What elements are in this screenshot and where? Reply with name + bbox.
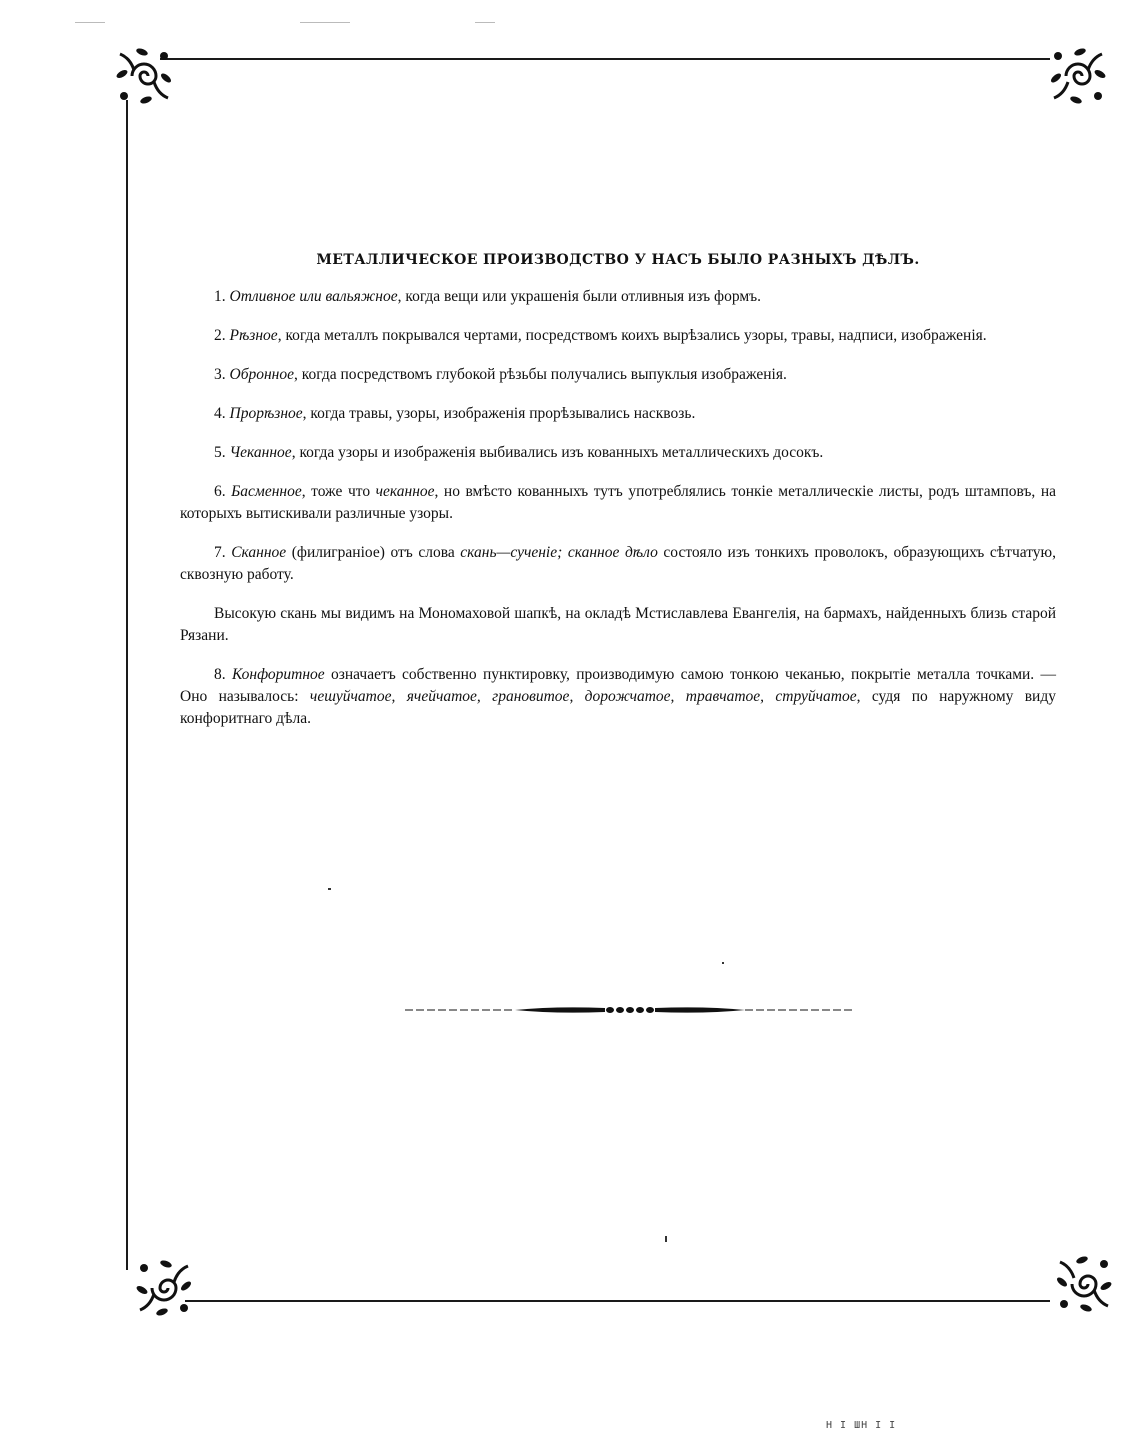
item-term: Сканное <box>231 544 287 561</box>
list-item: 4. Прорѣзное, когда травы, узоры, изображенія прорѣзывались насквозь. <box>214 405 696 422</box>
item-term: чеканное <box>375 483 435 500</box>
scan-speck <box>475 22 495 23</box>
item-term: Прорѣзное <box>229 405 303 422</box>
list-item: 5. Чеканное, когда узоры и изображенія выбивались изъ кованныхъ металлическихъ досокъ. <box>214 444 824 461</box>
item-term: Конфоритное <box>231 666 325 683</box>
item-term: Басменное <box>231 483 302 500</box>
item-term: сканное дѣло <box>567 544 658 561</box>
frame-top-line <box>160 58 1050 60</box>
item-term: скань—сученіе; <box>460 544 563 561</box>
paragraph: Высокую скань мы видимъ на Мономаховой шапкѣ, на окладѣ Мстиславлева Евангелія, на бармахъ, найденныхъ близь старой Рязани. <box>180 605 1056 644</box>
corner-flourish-bottom-right-icon <box>1052 1252 1116 1316</box>
item-term: Отливное или вальяжное <box>229 288 398 305</box>
item-term: Обронное <box>229 366 294 383</box>
footer-mark: Н I ШН I I <box>826 1420 897 1431</box>
item-term: Чеканное <box>229 444 292 461</box>
page-title: МЕТАЛЛИЧЕСКОЕ ПРОИЗВОДСТВО У НАСЪ БЫЛО РАЗНЫХЪ ДѢЛЪ. <box>316 252 920 268</box>
list-item: 8. Конфоритное означаетъ собственно пунктировку, производимую самою тонкою чеканью, покрытіе металла точками. — Оно называлось: чешуйчатое, ячейчатое, грановитое, дорожчатое, травчатое, струйчатое, судя по наружному виду конфоритнаго дѣла. <box>180 666 1056 727</box>
scan-speck <box>665 1236 667 1242</box>
list-item: 6. Басменное, тоже что чеканное, но вмѣсто кованныхъ тутъ употреблялись тонкіе металлическіе листы, родъ штамповъ, на которыхъ вытискивали различные узоры. <box>180 483 1057 522</box>
list-item: 7. Сканное (филиграніое) отъ слова скань—сученіе; сканное дѣло состояло изъ тонкихъ проволокъ, образующихъ сѣтчатую, сквозную работу. <box>180 544 1057 583</box>
page-body <box>180 252 1056 747</box>
corner-flourish-top-right-icon <box>1046 44 1110 108</box>
item-kinds: чешуйчатое, ячейчатое, грановитое, дорожчатое, травчатое, струйчатое <box>309 688 857 705</box>
scan-speck <box>300 22 350 23</box>
corner-flourish-top-left-icon <box>112 44 176 108</box>
scan-speck <box>328 888 331 890</box>
list-item: 1. Отливное или вальяжное, когда вещи или украшенія были отливныя изъ формъ. <box>214 288 762 305</box>
frame-left-line <box>126 100 128 1270</box>
list-item: 2. Рѣзное, когда металлъ покрывался чертами, посредствомъ коихъ вырѣзались узоры, травы, надписи, изображенія. <box>214 327 987 344</box>
scan-speck <box>75 22 105 23</box>
frame-bottom-line <box>185 1300 1050 1302</box>
corner-flourish-bottom-left-icon <box>132 1256 196 1320</box>
scan-speck <box>722 962 724 964</box>
divider-ornament-icon <box>405 1000 855 1020</box>
item-term: Рѣзное <box>229 327 278 344</box>
list-item: 3. Обронное, когда посредствомъ глубокой рѣзьбы получались выпуклыя изображенія. <box>214 366 787 383</box>
